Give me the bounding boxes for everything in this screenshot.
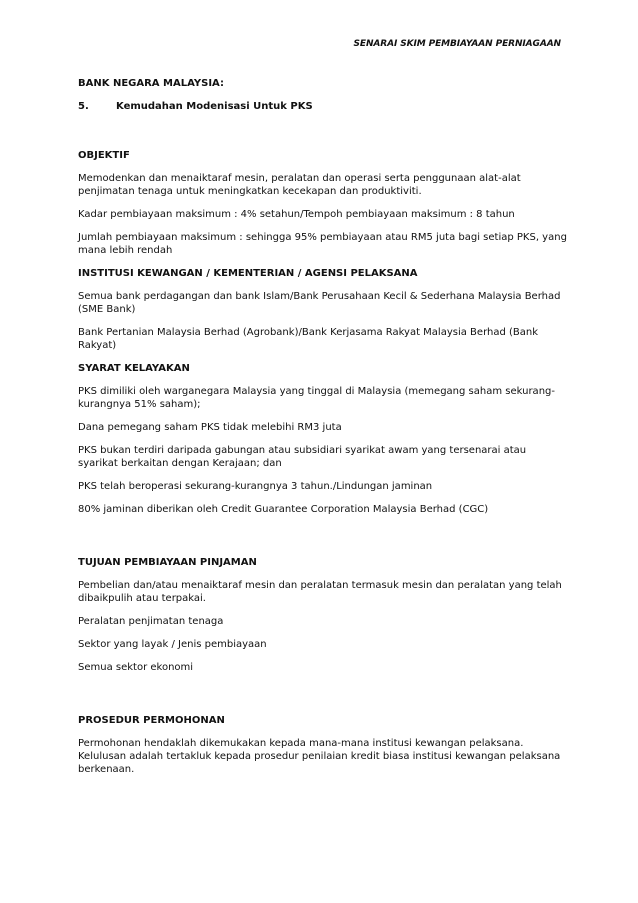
tujuan-section — [78, 556, 568, 674]
prosedur-section — [78, 714, 568, 776]
section-number: 5. — [78, 101, 89, 112]
syarat-section — [78, 362, 568, 516]
objektif-heading: OBJEKTIF — [78, 150, 130, 161]
section-heading — [78, 100, 568, 113]
institusi-heading: INSTITUSI KEWANGAN / KEMENTERIAN / AGENSI PELAKSANA — [78, 268, 418, 279]
syarat-paragraph: Dana pemegang saham PKS tidak melebihi RM3 juta — [78, 422, 342, 433]
tujuan-paragraph: Semua sektor ekonomi — [78, 662, 194, 673]
tujuan-paragraph: Pembelian dan/atau menaiktaraf mesin dan peralatan termasuk mesin dan peralatan yang telah dibaikpulih atau terpakai. — [78, 580, 562, 604]
objektif-paragraph: Jumlah pembiayaan maksimum : sehingga 95% pembiayaan atau RM5 juta bagi setiap PKS, yang mana lebih rendah — [78, 232, 567, 256]
prosedur-paragraph: Permohonan hendaklah dikemukakan kepada mana-mana institusi kewangan pelaksana. Kelulusan adalah tertakluk kepada prosedur penilaian kredit biasa institusi kewangan pelaksana berkenaan. — [78, 738, 561, 775]
institusi-section — [78, 267, 568, 352]
institusi-paragraph: Semua bank perdagangan dan bank Islam/Bank Perusahaan Kecil & Sederhana Malaysia Berhad (SME Bank) — [78, 291, 561, 315]
syarat-paragraph: PKS dimiliki oleh warganegara Malaysia yang tinggal di Malaysia (memegang saham sekurang-kurangnya 51% saham); — [78, 386, 555, 410]
tujuan-paragraph: Sektor yang layak / Jenis pembiayaan — [78, 639, 267, 650]
tujuan-paragraph: Peralatan penjimatan tenaga — [78, 616, 224, 627]
document-body — [78, 77, 568, 786]
syarat-paragraph: 80% jaminan diberikan oleh Credit Guarantee Corporation Malaysia Berhad (CGC) — [78, 504, 489, 515]
objektif-paragraph: Kadar pembiayaan maksimum : 4% setahun/Tempoh pembiayaan maksimum : 8 tahun — [78, 209, 515, 220]
objektif-paragraph: Memodenkan dan menaiktaraf mesin, peralatan dan operasi serta penggunaan alat-alat penjimatan tenaga untuk meningkatkan kecekapan dan produktiviti. — [78, 173, 521, 197]
syarat-paragraph: PKS telah beroperasi sekurang-kurangnya 3 tahun./Lindungan jaminan — [78, 481, 433, 492]
institusi-paragraph: Bank Pertanian Malaysia Berhad (Agrobank)/Bank Kerjasama Rakyat Malaysia Berhad (Bank Rakyat) — [78, 327, 539, 351]
section-title: Kemudahan Modenisasi Untuk PKS — [116, 101, 313, 112]
tujuan-heading: TUJUAN PEMBIAYAAN PINJAMAN — [78, 557, 257, 568]
running-header: SENARAI SKIM PEMBIAYAAN PERNIAGAAN — [353, 39, 561, 49]
prosedur-heading: PROSEDUR PERMOHONAN — [78, 715, 225, 726]
objektif-section — [78, 149, 568, 257]
syarat-heading: SYARAT KELAYAKAN — [78, 363, 190, 374]
organization-heading: BANK NEGARA MALAYSIA: — [78, 78, 224, 89]
syarat-paragraph: PKS bukan terdiri daripada gabungan atau subsidiari syarikat awam yang tersenarai atau syarikat berkaitan dengan Kerajaan; dan — [78, 445, 527, 469]
